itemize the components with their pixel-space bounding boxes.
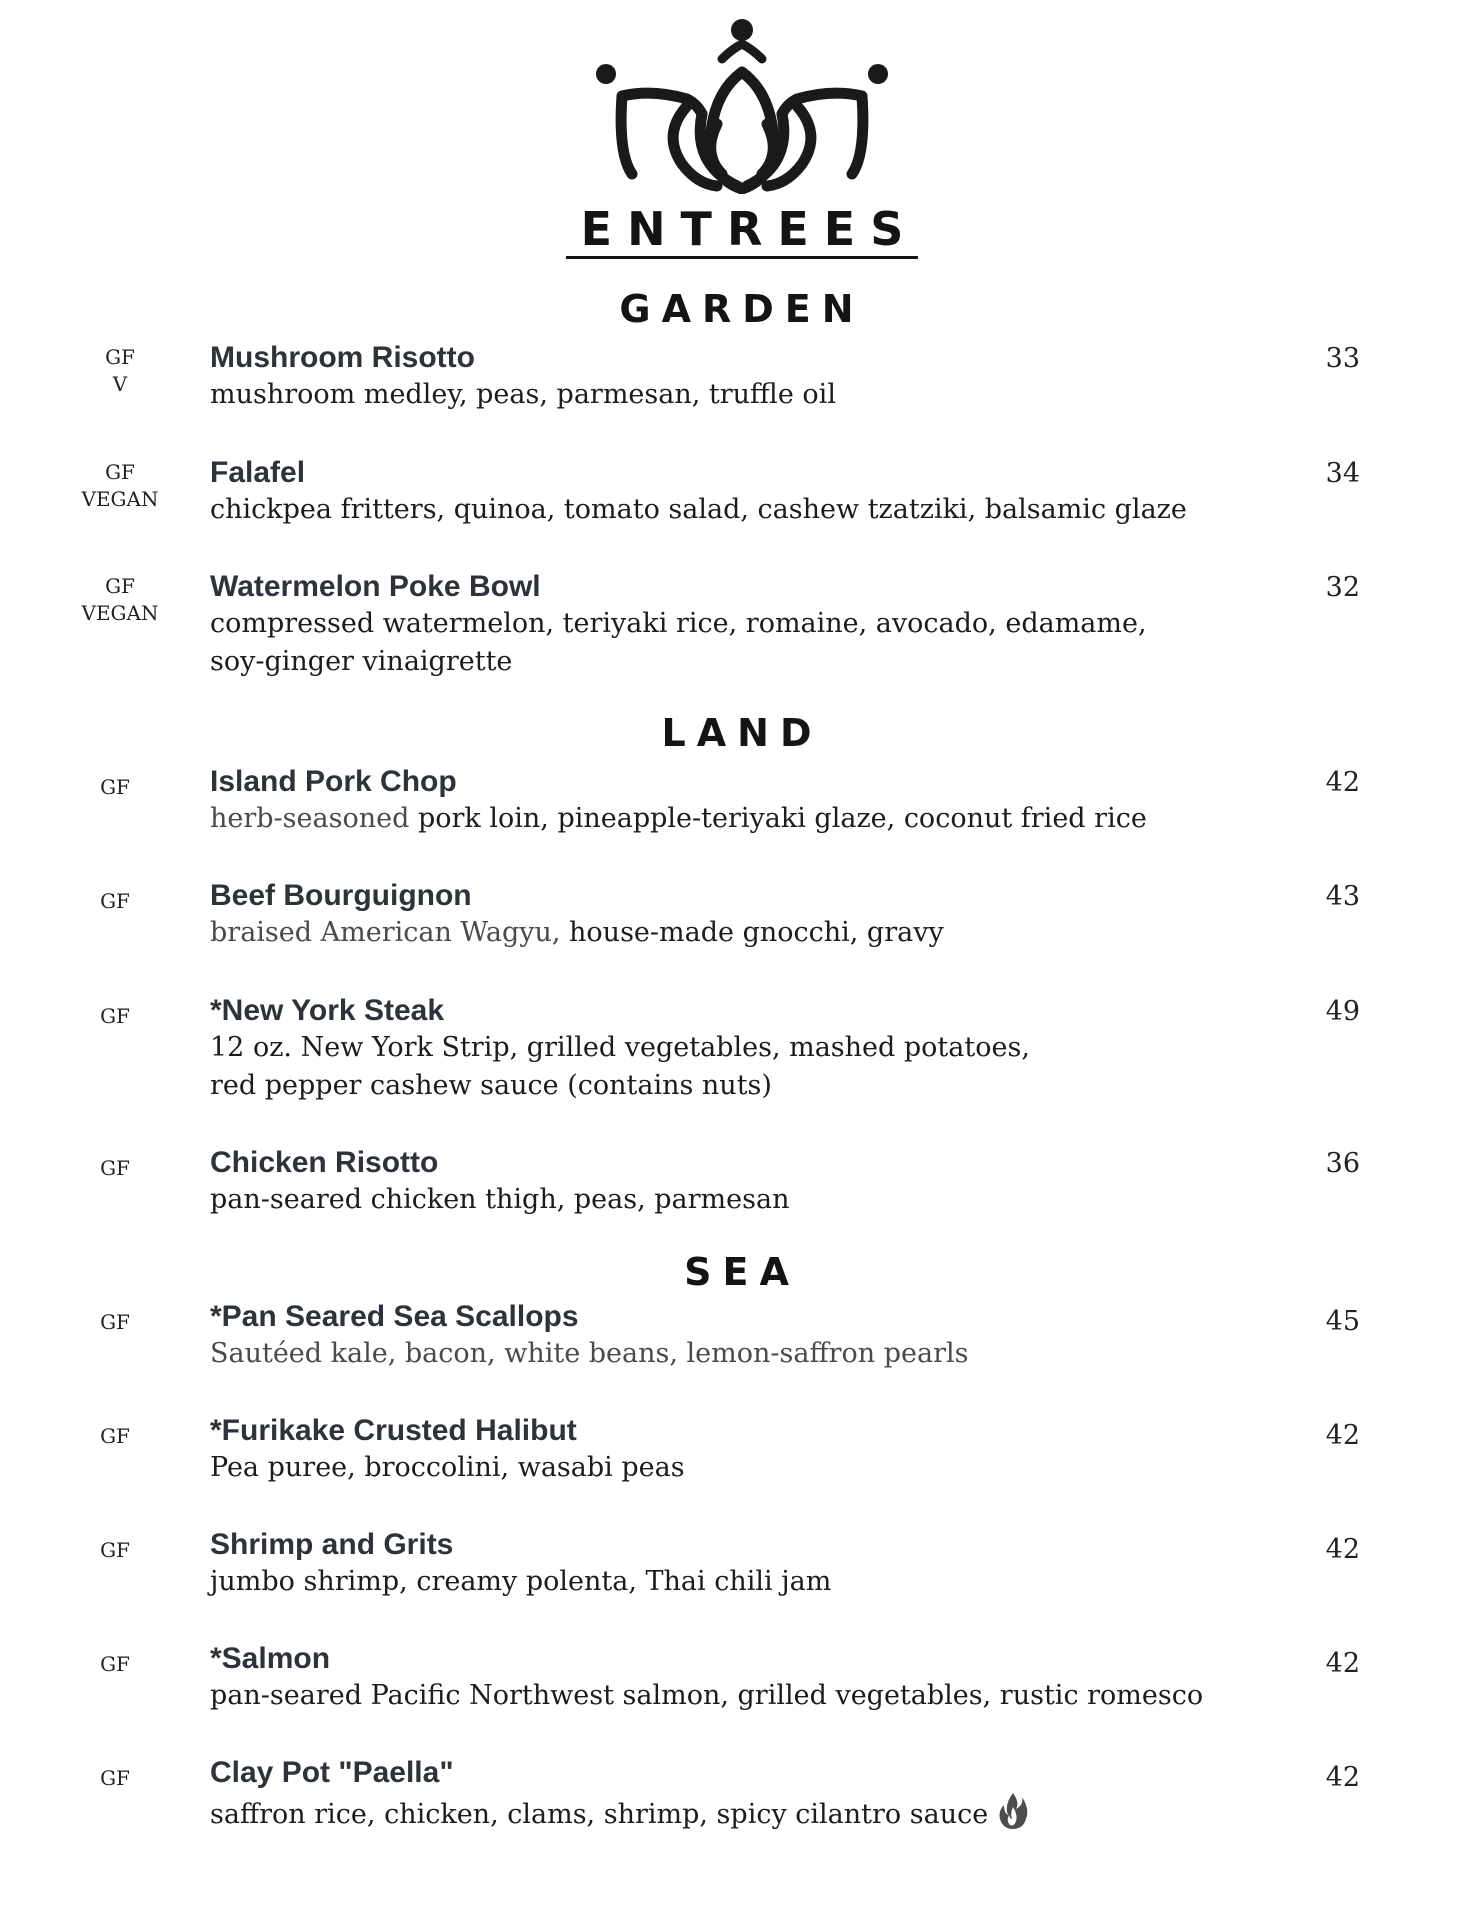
flame-icon xyxy=(998,1791,1028,1831)
item-description-line: Pea puree, broccolini, wasabi peas xyxy=(210,1452,685,1483)
item-price: 32 xyxy=(1325,572,1360,603)
item-description xyxy=(210,914,1260,952)
item-description-line: soy-ginger vinaigrette xyxy=(210,646,513,677)
page-title-wrap xyxy=(0,204,1484,259)
section-title-garden: GARDEN xyxy=(619,287,865,331)
item-description xyxy=(210,1677,1260,1715)
diet-tags xyxy=(70,459,170,513)
item-name: Shrimp and Grits xyxy=(210,1528,454,1561)
diet-tags xyxy=(65,1003,165,1030)
item-description-line: 12 oz. New York Strip, grilled vegetables, mashed potatoes, xyxy=(210,1032,1030,1063)
item-description-text: house-made gnocchi, gravy xyxy=(560,917,944,948)
tag-vegan: VEGAN xyxy=(81,487,159,511)
item-price: 34 xyxy=(1325,458,1360,489)
diet-tags xyxy=(65,1651,165,1678)
diet-tags xyxy=(65,1423,165,1450)
diet-tags xyxy=(70,573,170,627)
item-price: 33 xyxy=(1325,343,1360,374)
item-price: 42 xyxy=(1325,1648,1360,1679)
item-name: Island Pork Chop xyxy=(210,765,457,798)
tag-gf: GF xyxy=(100,1766,130,1790)
item-price: 42 xyxy=(1325,1762,1360,1793)
diet-tags xyxy=(65,1765,165,1792)
item-description xyxy=(210,1563,1260,1601)
item-name: *Furikake Crusted Halibut xyxy=(210,1414,577,1447)
tag-gf: GF xyxy=(100,1652,130,1676)
item-name: *Pan Seared Sea Scallops xyxy=(210,1300,579,1333)
item-description-muted: braised American Wagyu, xyxy=(210,917,561,948)
item-description-line: Sautéed kale, bacon, white beans, lemon-saffron pearls xyxy=(210,1338,969,1369)
item-name: Clay Pot "Paella" xyxy=(210,1756,454,1789)
diet-tags xyxy=(65,1309,165,1336)
item-description-line xyxy=(210,914,1260,952)
item-name: *New York Steak xyxy=(210,994,445,1027)
tag-gf: GF xyxy=(100,889,130,913)
tag-gf: GF xyxy=(105,345,135,369)
item-description xyxy=(210,1335,1260,1373)
tag-gf: GF xyxy=(100,1538,130,1562)
tag-gf: GF xyxy=(105,460,135,484)
item-description xyxy=(210,376,1260,414)
diet-tags xyxy=(65,774,165,801)
tag-gf: GF xyxy=(100,1156,130,1180)
item-name: Watermelon Poke Bowl xyxy=(210,570,541,603)
item-description-text: saffron rice, chicken, clams, shrimp, spicy cilantro sauce xyxy=(210,1799,989,1830)
item-description xyxy=(210,1181,1260,1219)
page-title: ENTREES xyxy=(566,204,919,259)
diet-tags xyxy=(65,1537,165,1564)
section-title-land: LAND xyxy=(661,711,823,755)
item-price: 43 xyxy=(1325,881,1360,912)
item-description-line: jumbo shrimp, creamy polenta, Thai chili jam xyxy=(210,1566,832,1597)
item-price: 42 xyxy=(1325,1534,1360,1565)
item-price: 49 xyxy=(1325,996,1360,1027)
item-description-line: pan-seared Pacific Northwest salmon, grilled vegetables, rustic romesco xyxy=(210,1680,1204,1711)
diet-tags xyxy=(65,888,165,915)
item-description xyxy=(210,491,1260,529)
item-description xyxy=(210,605,1260,681)
item-description-line xyxy=(210,800,1260,838)
item-price: 42 xyxy=(1325,767,1360,798)
item-price: 45 xyxy=(1325,1306,1360,1337)
item-description-muted: herb-seasoned xyxy=(210,803,410,834)
tag-gf: GF xyxy=(100,775,130,799)
item-description-line xyxy=(210,1791,1260,1834)
item-name: Mushroom Risotto xyxy=(210,341,475,374)
tag-gf: GF xyxy=(100,1004,130,1028)
tag-vegan: VEGAN xyxy=(81,601,159,625)
crown-logo-icon xyxy=(592,14,892,194)
diet-tags xyxy=(65,1155,165,1182)
item-price: 36 xyxy=(1325,1148,1360,1179)
item-description xyxy=(210,1449,1260,1487)
item-description xyxy=(210,800,1260,838)
item-description xyxy=(210,1029,1260,1105)
section-title-sea: SEA xyxy=(684,1250,800,1294)
item-name: Falafel xyxy=(210,456,306,489)
item-price: 42 xyxy=(1325,1420,1360,1451)
item-description-line: mushroom medley, peas, parmesan, truffle oil xyxy=(210,379,836,410)
item-description-line: chickpea fritters, quinoa, tomato salad, cashew tzatziki, balsamic glaze xyxy=(210,494,1187,525)
tag-gf: GF xyxy=(105,574,135,598)
crown-logo xyxy=(592,14,892,194)
item-name: *Salmon xyxy=(210,1642,331,1675)
item-description-text: pork loin, pineapple-teriyaki glaze, coconut fried rice xyxy=(409,803,1147,834)
item-description-line: red pepper cashew sauce (contains nuts) xyxy=(210,1070,772,1101)
tag-gf: GF xyxy=(100,1310,130,1334)
item-description xyxy=(210,1791,1260,1834)
item-description-line: pan-seared chicken thigh, peas, parmesan xyxy=(210,1184,790,1215)
tag-gf: GF xyxy=(100,1424,130,1448)
tag-v: V xyxy=(112,372,128,396)
item-name: Beef Bourguignon xyxy=(210,879,472,912)
diet-tags xyxy=(70,344,170,398)
item-description-line: compressed watermelon, teriyaki rice, romaine, avocado, edamame, xyxy=(210,608,1147,639)
item-name: Chicken Risotto xyxy=(210,1146,439,1179)
